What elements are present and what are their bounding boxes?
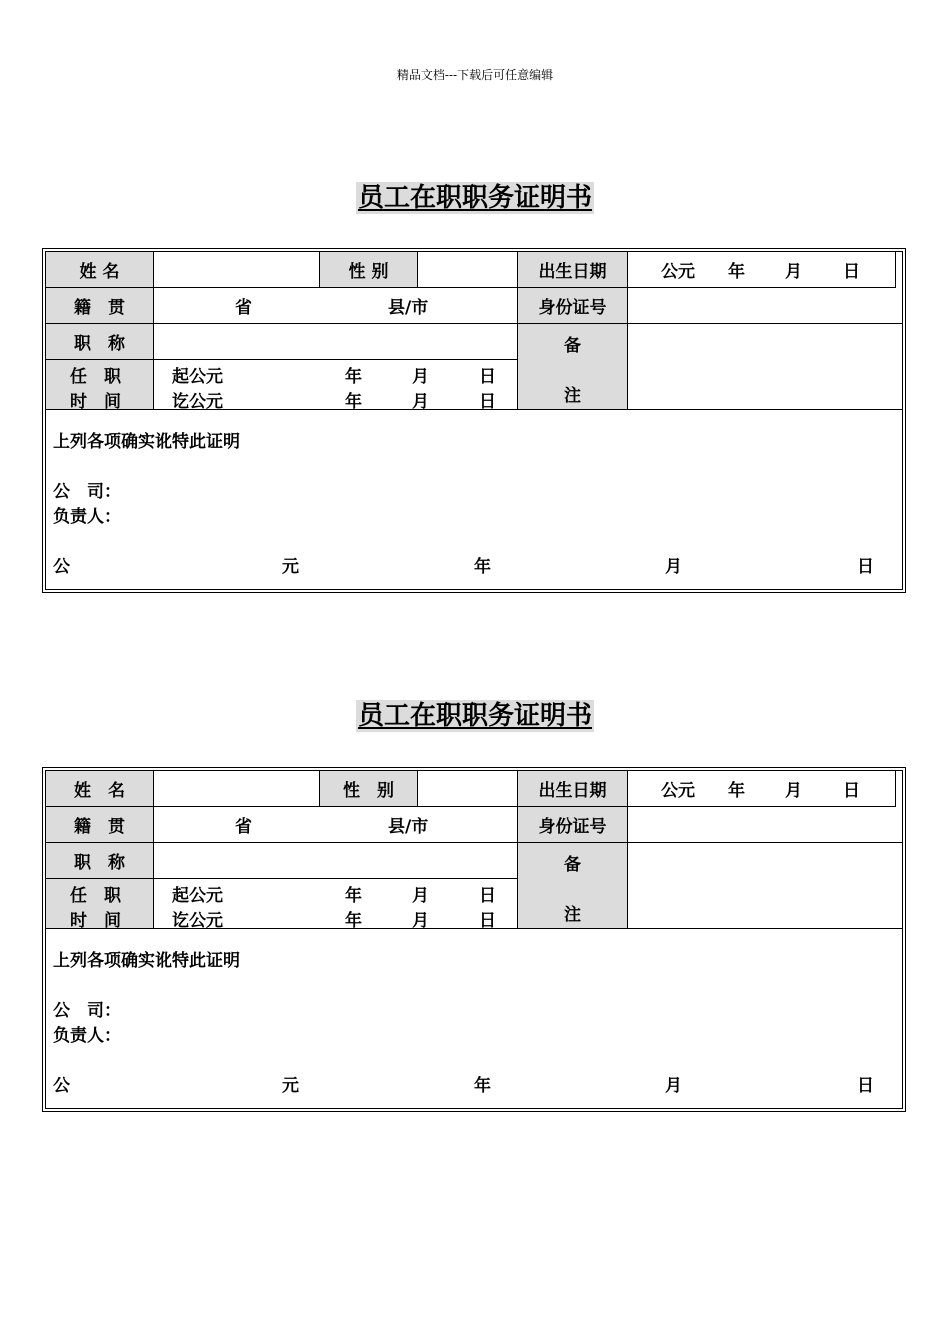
dob-field[interactable] (628, 771, 896, 807)
statement-text: 上列各项确实讹特此证明 (53, 432, 240, 452)
county-city-label: 县/市 (388, 817, 429, 837)
job-title-field[interactable] (154, 843, 518, 879)
dob-month: 月 (785, 781, 802, 801)
name-label: 姓 名 (46, 252, 154, 288)
province-label: 省 (235, 298, 252, 318)
manager-label: 负责人： (53, 1026, 121, 1046)
name-field[interactable] (154, 252, 320, 288)
tenure-start-gongyuan: 起公元 (172, 886, 223, 906)
tenure-label-line1: 任 职 (70, 367, 121, 387)
form-title-text: 员工在职职务证明书 (357, 701, 592, 731)
tenure-label-line2: 时 间 (70, 392, 121, 412)
dob-year: 年 (728, 262, 745, 282)
date-year: 年 (474, 557, 491, 577)
gender-label: 性 别 (320, 771, 418, 807)
remark-label (518, 324, 628, 410)
tenure-end-month: 月 (412, 911, 429, 931)
dob-month: 月 (785, 262, 802, 282)
tenure-field[interactable] (154, 360, 518, 410)
dob-label: 出生日期 (518, 252, 628, 288)
tenure-end-year: 年 (345, 392, 362, 412)
dob-day: 日 (843, 781, 860, 801)
native-place-field[interactable] (154, 807, 518, 843)
tenure-start-month: 月 (412, 886, 429, 906)
tenure-label-line2: 时 间 (70, 911, 121, 931)
tenure-end-gongyuan: 讫公元 (172, 392, 223, 412)
date-month: 月 (665, 1076, 682, 1096)
gender-field[interactable] (418, 771, 518, 807)
id-number-field[interactable] (628, 807, 902, 843)
tenure-start-day: 日 (479, 886, 496, 906)
tenure-start-gongyuan: 起公元 (172, 367, 223, 387)
county-city-label: 县/市 (388, 298, 429, 318)
job-title-label: 职 称 (46, 324, 154, 360)
date-day: 日 (857, 1076, 874, 1096)
form-title-text: 员工在职职务证明书 (357, 183, 592, 213)
dob-field[interactable] (628, 252, 896, 288)
tenure-end-gongyuan: 讫公元 (172, 911, 223, 931)
date-day: 日 (857, 557, 874, 577)
date-yuan: 元 (282, 1076, 299, 1096)
native-place-label: 籍 贯 (46, 807, 154, 843)
job-title-field[interactable] (154, 324, 518, 360)
tenure-start-day: 日 (479, 367, 496, 387)
native-place-field[interactable] (154, 288, 518, 324)
company-label: 公 司： (53, 1001, 121, 1021)
company-label: 公 司： (53, 482, 121, 502)
tenure-start-month: 月 (412, 367, 429, 387)
gender-label: 性 别 (320, 252, 418, 288)
remark-label-top: 备 (564, 855, 581, 875)
tenure-start-year: 年 (345, 886, 362, 906)
date-gong: 公 (53, 557, 70, 577)
job-title-label: 职 称 (46, 843, 154, 879)
date-yuan: 元 (282, 557, 299, 577)
dob-label: 出生日期 (518, 771, 628, 807)
tenure-label (46, 879, 154, 929)
form-title (0, 182, 950, 216)
remark-label (518, 843, 628, 929)
tenure-label (46, 360, 154, 410)
id-number-label: 身份证号 (518, 807, 628, 843)
id-number-field[interactable] (628, 288, 902, 324)
remark-field[interactable] (628, 324, 902, 410)
name-field[interactable] (154, 771, 320, 807)
dob-gongyuan: 公元 (661, 781, 695, 801)
name-label: 姓 名 (46, 771, 154, 807)
id-number-label: 身份证号 (518, 288, 628, 324)
tenure-end-day: 日 (479, 911, 496, 931)
province-label: 省 (235, 817, 252, 837)
dob-year: 年 (728, 781, 745, 801)
native-place-label: 籍 贯 (46, 288, 154, 324)
tenure-end-month: 月 (412, 392, 429, 412)
remark-label-bottom: 注 (564, 905, 581, 925)
dob-gongyuan: 公元 (661, 262, 695, 282)
statement-text: 上列各项确实讹特此证明 (53, 951, 240, 971)
dob-day: 日 (843, 262, 860, 282)
date-month: 月 (665, 557, 682, 577)
remark-label-top: 备 (564, 336, 581, 356)
date-year: 年 (474, 1076, 491, 1096)
form-title (0, 700, 950, 734)
remark-label-bottom: 注 (564, 386, 581, 406)
tenure-end-day: 日 (479, 392, 496, 412)
tenure-end-year: 年 (345, 911, 362, 931)
tenure-label-line1: 任 职 (70, 886, 121, 906)
manager-label: 负责人： (53, 507, 121, 527)
tenure-field[interactable] (154, 879, 518, 929)
gender-field[interactable] (418, 252, 518, 288)
remark-field[interactable] (628, 843, 902, 929)
date-gong: 公 (53, 1076, 70, 1096)
tenure-start-year: 年 (345, 367, 362, 387)
header-note: 精品文档---下载后可任意编辑 (396, 68, 554, 82)
